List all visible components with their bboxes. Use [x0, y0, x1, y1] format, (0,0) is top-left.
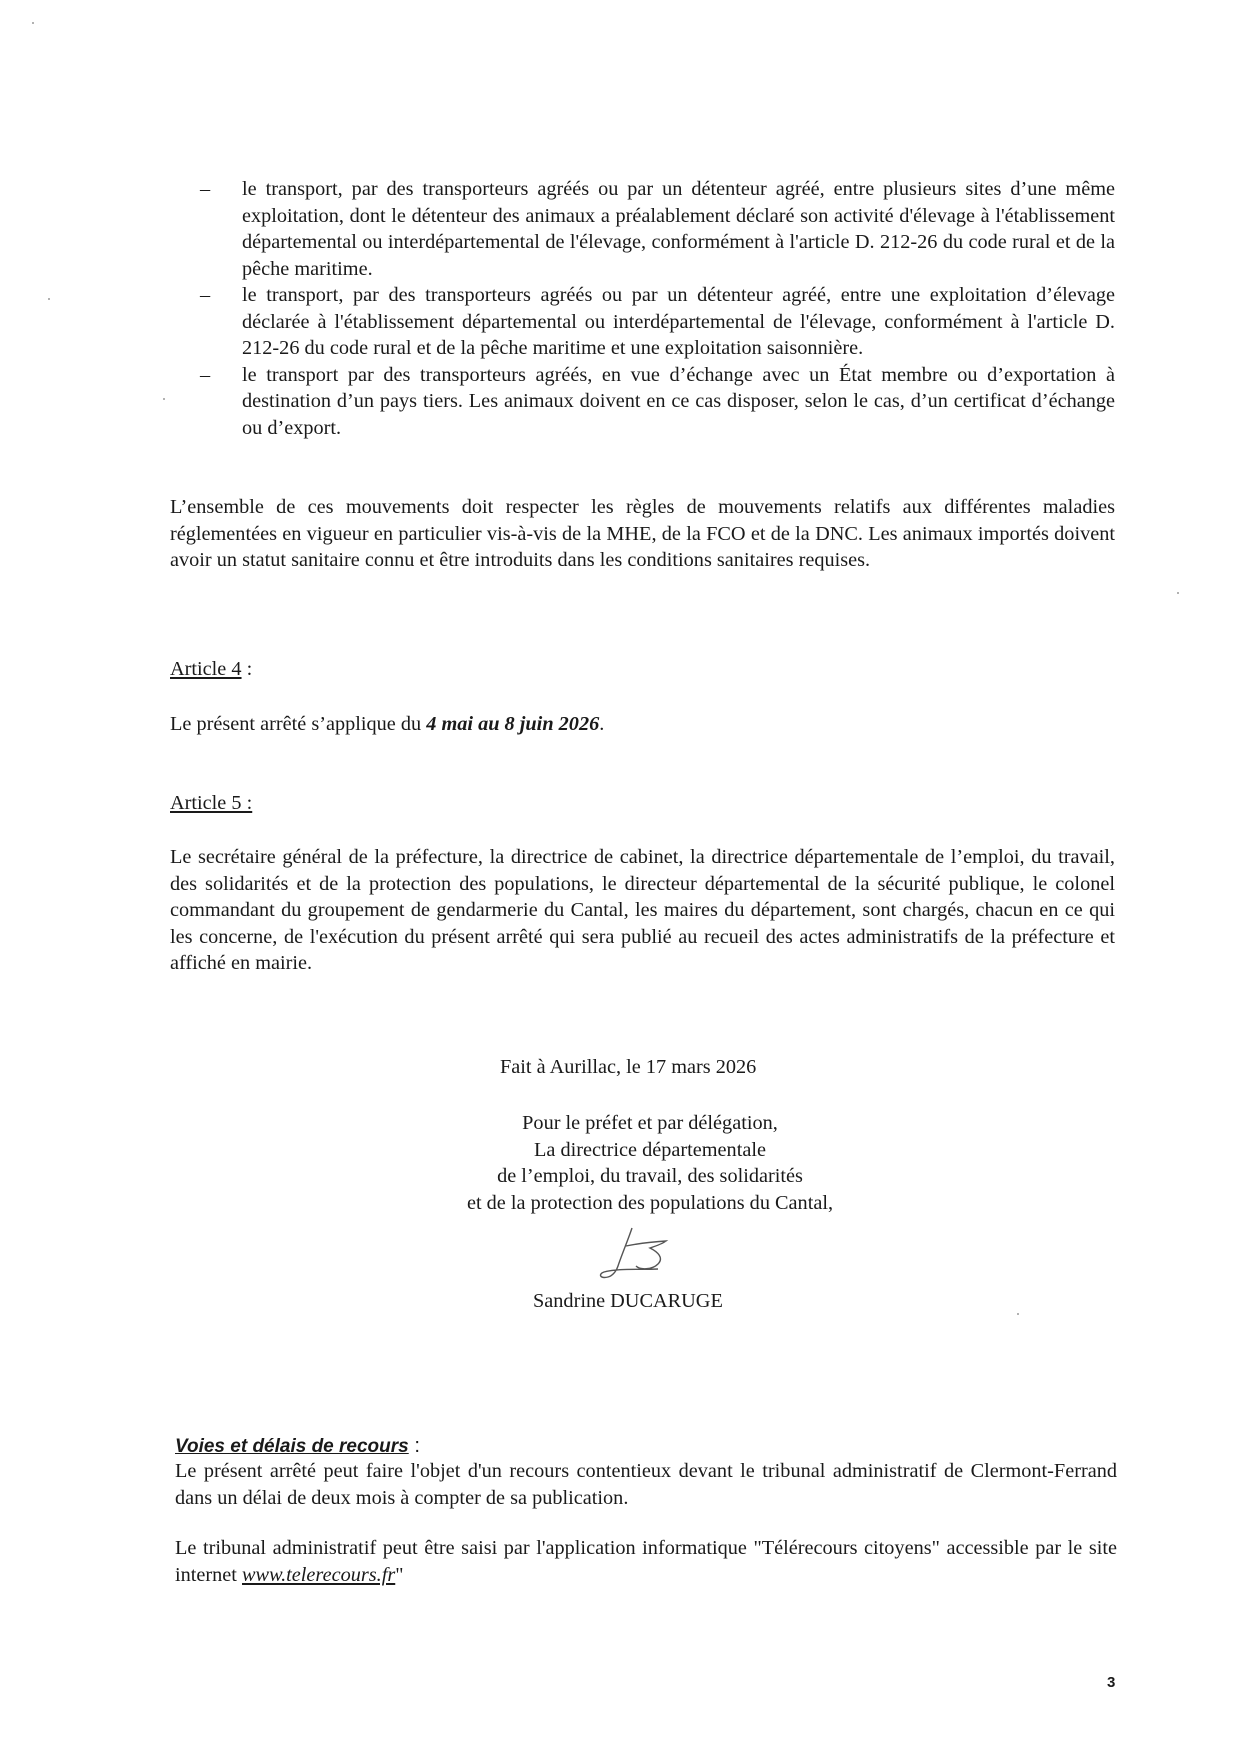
scan-speck [32, 22, 34, 24]
bullet-text: le transport, par des transporteurs agréés ou par un détenteur agréé, entre une exploitation d’élevage déclarée à l'établissement départemental ou interdépartemental de l'élevage, conformément à l'article D. 212-26 du code rural et de la pêche maritime et une exploitation saisonnière. [242, 284, 1115, 359]
scan-speck [1017, 1313, 1019, 1315]
transport-bullet-list [200, 176, 1115, 441]
signature-block [420, 1110, 880, 1216]
bullet-text: le transport par des transporteurs agréés, en vue d’échange avec un État membre ou d’exportation à destination d’un pays tiers. Les animaux doivent en ce cas disposer, selon le cas, d’un certificat d’échange ou d’export. [242, 363, 1115, 439]
signature-line-2: La directrice départementale [534, 1138, 766, 1161]
signature-line-4: et de la protection des populations du Cantal, [466, 1191, 834, 1214]
article-5-text: Le secrétaire général de la préfecture, la directrice de cabinet, la directrice départementale de l’emploi, du travail, des solidarités et de la protection des populations, le directeur départemental de la sécurité publique, le colonel commandant du groupement de gendarmerie du Cantal, les maires du département, sont chargés, chacun en ce qui les concerne, de l'exécution du présent arrêté qui sera publié au recueil des actes administratifs de la préfecture et affiché en mairie. [170, 846, 1115, 974]
recours-paragraph-1: Le présent arrêté peut faire l'objet d'un recours contentieux devant le tribunal administratif de Clermont-Ferrand dans un délai de deux mois à compter de sa publication. [175, 1460, 1117, 1509]
signature-line-3: de l’emploi, du travail, des solidarités [497, 1165, 803, 1187]
article-4-heading-text: Article 4 [170, 658, 242, 680]
signatory-name: Sandrine DUCARUGE [533, 1290, 723, 1312]
article-4-heading [170, 656, 252, 683]
bullet-text: le transport, par des transporteurs agréés ou par un détenteur agréé, entre plusieurs sites d’une même exploitation, dont le détenteur des animaux a préalablement déclaré son activité d'élevage à l'établissement départemental ou interdépartemental de l'élevage, conformément à l'article D. 212-26 du code rural et de la pêche maritime. [242, 178, 1115, 280]
recours-title: Voies et délais de recours [175, 1436, 409, 1457]
article-4-text-after: . [599, 713, 605, 735]
scan-speck [48, 298, 50, 300]
scan-speck [163, 398, 165, 400]
article-5-heading-text: Article 5 : [170, 792, 253, 814]
article-4-text-before: Le présent arrêté s’applique du [170, 713, 427, 735]
recours-paragraph-2-text: Le tribunal administratif peut être saisi par l'application informatique "Télérecours citoyens" accessible par le site internet [175, 1537, 1117, 1586]
bullet-dash: – [200, 284, 211, 306]
place-date: Fait à Aurillac, le 17 mars 2026 [500, 1056, 757, 1078]
scan-speck [1177, 592, 1179, 594]
bullet-item-sites [200, 176, 1115, 282]
recours-heading [175, 1433, 420, 1461]
article-4-dates: 4 mai au 8 juin 2026 [426, 713, 600, 735]
article-4-heading-suffix: : [241, 658, 253, 680]
bullet-dash: – [200, 363, 211, 386]
telerecours-link[interactable]: www.telerecours.fr [242, 1563, 396, 1586]
bullet-item-seasonal [200, 282, 1115, 362]
recours-paragraph-2-end: " [395, 1563, 404, 1586]
page-number: 3 [1107, 1674, 1116, 1691]
recours-title-suffix: : [408, 1435, 421, 1457]
handwritten-signature [592, 1224, 682, 1286]
signature-line-1: Pour le préfet et par délégation, [522, 1112, 778, 1134]
bullet-item-export [200, 362, 1115, 442]
bullet-dash: – [200, 178, 211, 200]
article-5-heading [170, 790, 252, 817]
recours-paragraph-2 [175, 1535, 1117, 1588]
movements-paragraph: L’ensemble de ces mouvements doit respecter les règles de mouvements relatifs aux différentes maladies réglementées en vigueur en particulier vis-à-vis de la MHE, de la FCO et de la DNC. Les animaux importés doivent avoir un statut sanitaire connu et être introduits dans les conditions sanitaires requises. [170, 496, 1115, 571]
article-4-text [170, 711, 1115, 738]
